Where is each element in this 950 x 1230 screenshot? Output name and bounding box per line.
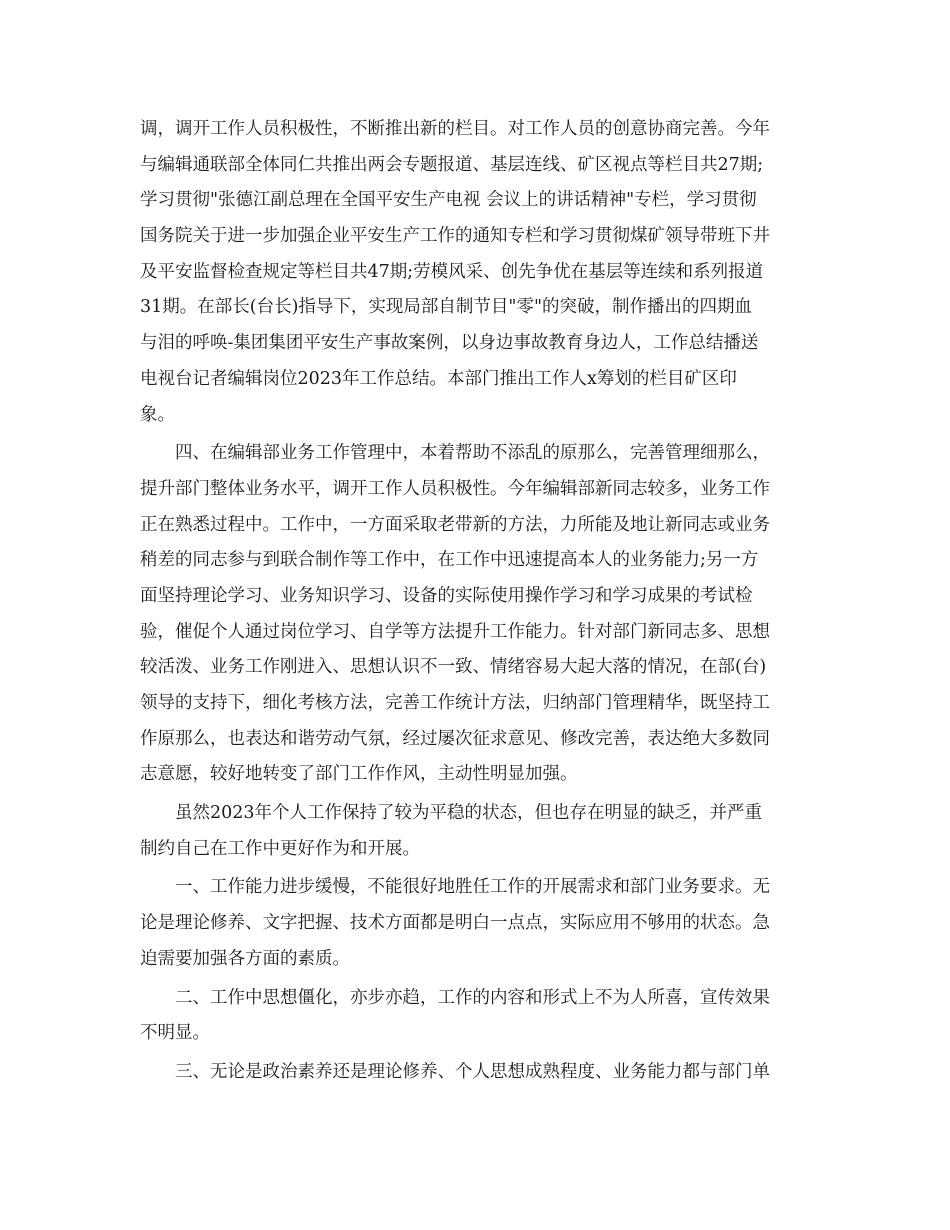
text-line: 调，调开工作人员积极性，不断推出新的栏目。对工作人员的创意协商完善。今年 bbox=[140, 119, 770, 139]
text-line: 正在熟悉过程中。工作中，一方面采取老带新的方法，力所能及地让新同志或业务 bbox=[140, 514, 770, 535]
text-line: 制约自己在工作中更好作为和开展。 bbox=[140, 838, 420, 859]
text-line: 不明显。 bbox=[140, 1023, 210, 1044]
text-line: 领导的支持下，细化考核方法，完善工作统计方法，归纳部门管理精华，既坚持工 bbox=[140, 693, 770, 713]
text-line: 与编辑通联部全体同仁共推出两会专题报道、基层连线、矿区视点等栏目共27期; bbox=[140, 154, 764, 175]
text-line: 31期。在部长(台长)指导下，实现局部自制节目"零"的突破，制作播出的四期血 bbox=[140, 297, 753, 318]
text-line: 作原那么，也表达和谐劳动气氛，经过屡次征求意见、修改完善，表达绝大多数同 bbox=[140, 728, 770, 749]
document-body bbox=[140, 112, 820, 1091]
text-line: 象。 bbox=[140, 404, 175, 425]
text-line: 志意愿，较好地转变了部门工作作风，主动性明显加强。 bbox=[140, 764, 578, 785]
text-line: 三、无论是政治素养还是理论修养、个人思想成熟程度、业务能力都与部门单 bbox=[175, 1061, 770, 1082]
text-line: 学习贯彻"张德江副总理在全国平安生产电视 会议上的讲话精神"专栏，学习贯彻 bbox=[140, 190, 757, 211]
text-line: 较活泼、业务工作刚进入、思想认识不一致、情绪容易大起大落的情况，在部(台) bbox=[140, 657, 767, 678]
text-line: 面坚持理论学习、业务知识学习、设备的实际使用操作学习和学习成果的考试检 bbox=[140, 585, 753, 606]
text-line: 论是理论修养、文字把握、技术方面都是明白一点点，实际应用不够用的状态。急 bbox=[140, 913, 770, 934]
text-line: 迫需要加强各方面的素质。 bbox=[140, 948, 350, 969]
text-line: 稍差的同志参与到联合制作等工作中，在工作中迅速提高本人的业务能力;另一方 bbox=[140, 550, 759, 571]
text-line: 及平安监督检查规定等栏目共47期;劳模风采、创先争优在基层等连续和系列报道 bbox=[140, 261, 764, 282]
paragraph-p6 bbox=[140, 1055, 820, 1091]
text-line: 验，催促个人通过岗位学习、自学等方法提升工作能力。针对部门新同志多、思想 bbox=[140, 621, 770, 642]
paragraph-p5 bbox=[140, 981, 820, 1052]
text-line: 四、在编辑部业务工作管理中，本着帮助不添乱的原那么，完善管理细那么， bbox=[175, 443, 770, 464]
text-line: 二、工作中思想僵化，亦步亦趋，工作的内容和形式上不为人所喜，宣传效果 bbox=[175, 987, 770, 1008]
text-line: 虽然2023年个人工作保持了较为平稳的状态，但也存在明显的缺乏，并严重 bbox=[175, 803, 763, 824]
paragraph-p3 bbox=[140, 796, 820, 867]
paragraph-p2 bbox=[140, 436, 820, 793]
text-line: 国务院关于进一步加强企业平安生产工作的通知专栏和学习贯彻煤矿领导带班下井 bbox=[140, 226, 770, 247]
text-line: 一、工作能力进步缓慢，不能很好地胜任工作的开展需求和部门业务要求。无 bbox=[175, 877, 770, 898]
paragraph-p4 bbox=[140, 870, 820, 977]
paragraph-p1 bbox=[140, 112, 820, 433]
text-line: 提升部门整体业务水平，调开工作人员积极性。今年编辑部新同志较多，业务工作 bbox=[140, 478, 770, 499]
text-line: 电视台记者编辑岗位2023年工作总结。本部门推出工作人x筹划的栏目矿区印 bbox=[140, 368, 737, 389]
text-line: 与泪的呼唤-集团集团平安生产事故案例，以身边事故教育身边人，工作总结播送 bbox=[140, 333, 759, 354]
